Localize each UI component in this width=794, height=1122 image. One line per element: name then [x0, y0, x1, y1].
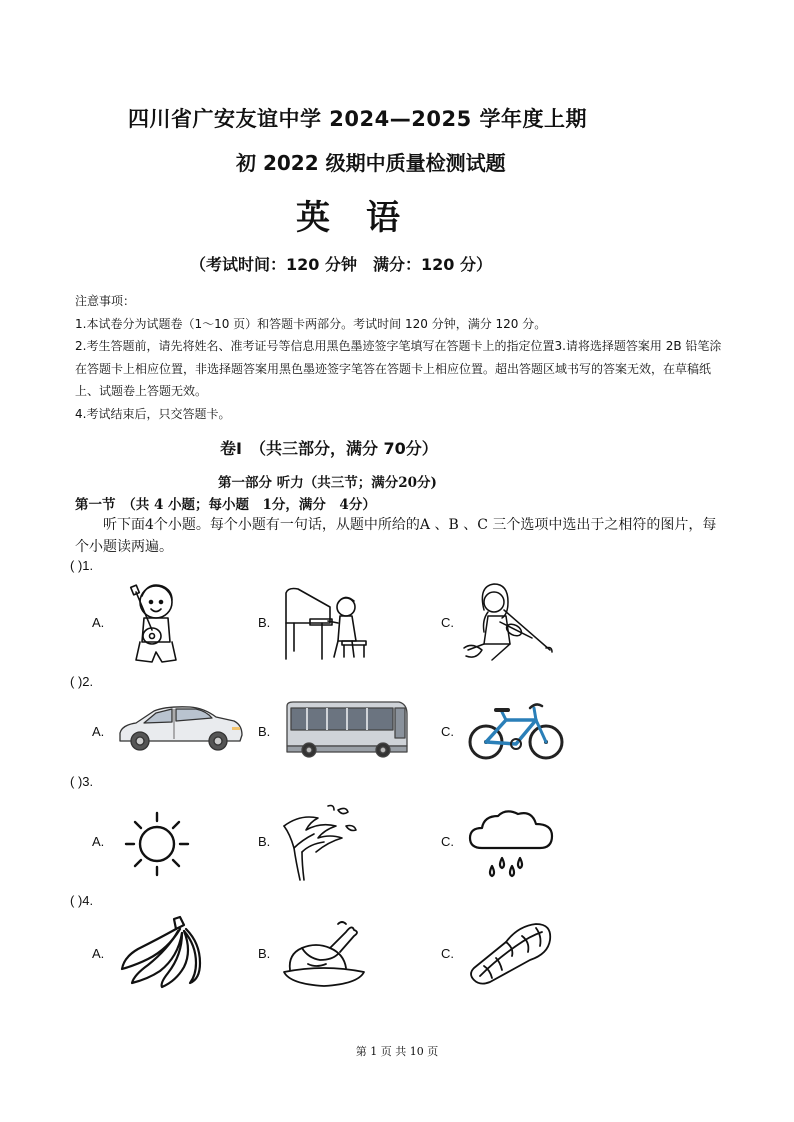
bananas-icon	[118, 915, 202, 989]
q1-option-c-label: C.	[441, 615, 454, 630]
notes-item-2: 2.考生答题前，请先将姓名、准考证号等信息用黑色墨迹签字笔填写在答题卡上的指定位置3.请将选择题答案用 2B 铅笔涂在答题卡上相应位置，非选择题答案用黑色墨迹签字笔答在答题卡上相应位置。超出答题区域书写的答案无效，在草稿纸上、试题卷上答题无效。	[75, 339, 722, 398]
subsection-heading: 第一节 （共 4 小题；每小题 1分，满分 4分）	[75, 497, 376, 513]
question-number-1[interactable]: ( )1.	[70, 558, 94, 573]
notes-item-1: 1.本试卷分为试题卷（1～10 页）和答题卡两部分。考试时间 120 分钟，满分 120 分。	[75, 316, 547, 331]
subject-title: 英语	[296, 198, 436, 238]
notes-heading: 注意事项：	[75, 294, 136, 308]
bicycle-icon	[466, 698, 566, 762]
q1-option-a-label: A.	[92, 615, 105, 630]
q3-option-a-label: A.	[92, 834, 105, 849]
wind-icon	[280, 804, 360, 882]
violin-player-icon	[462, 580, 556, 666]
listening-instruction: 听下面4个小题。每个小题有一句话，从题中所给的A 、B 、C 三个选项中选出于之相符的图片，每个小题读两遍。	[75, 517, 717, 555]
q3-option-c-label: C.	[441, 834, 454, 849]
volume-heading: 卷Ⅰ （共三部分，满分 70分）	[220, 439, 438, 458]
bus-icon	[283, 700, 409, 760]
notes-block	[75, 290, 725, 425]
q2-option-b-label: B.	[258, 724, 271, 739]
page-indicator: 第 1 页 共 10 页	[355, 1045, 439, 1058]
exam-title-line2: 初 2022 级期中质量检测试题	[236, 151, 506, 175]
question-number-3[interactable]: ( )3.	[70, 774, 94, 789]
sun-icon	[122, 809, 192, 879]
rain-cloud-icon	[466, 808, 558, 878]
exam-info: （考试时间：120 分钟 满分：120 分）	[190, 255, 492, 274]
notes-item-3: 4.考试结束后，只交答题卡。	[75, 406, 231, 421]
exam-title-line1: 四川省广安友谊中学 2024—2025 学年度上期	[128, 107, 588, 131]
q4-option-a-label: A.	[92, 946, 105, 961]
q4-option-b-label: B.	[258, 946, 271, 961]
roast-chicken-icon	[282, 918, 366, 990]
question-number-4[interactable]: ( )4.	[70, 893, 94, 908]
guitar-player-icon	[122, 580, 192, 666]
q3-option-b-label: B.	[258, 834, 271, 849]
cabbage-icon	[466, 918, 556, 986]
q2-option-c-label: C.	[441, 724, 454, 739]
q4-option-c-label: C.	[441, 946, 454, 961]
piano-player-icon	[282, 585, 372, 661]
q2-option-a-label: A.	[92, 724, 105, 739]
question-number-2[interactable]: ( )2.	[70, 674, 94, 689]
car-icon	[116, 703, 244, 753]
part-heading: 第一部分 听力（共三节；满分20分)	[218, 475, 437, 491]
q1-option-b-label: B.	[258, 615, 271, 630]
